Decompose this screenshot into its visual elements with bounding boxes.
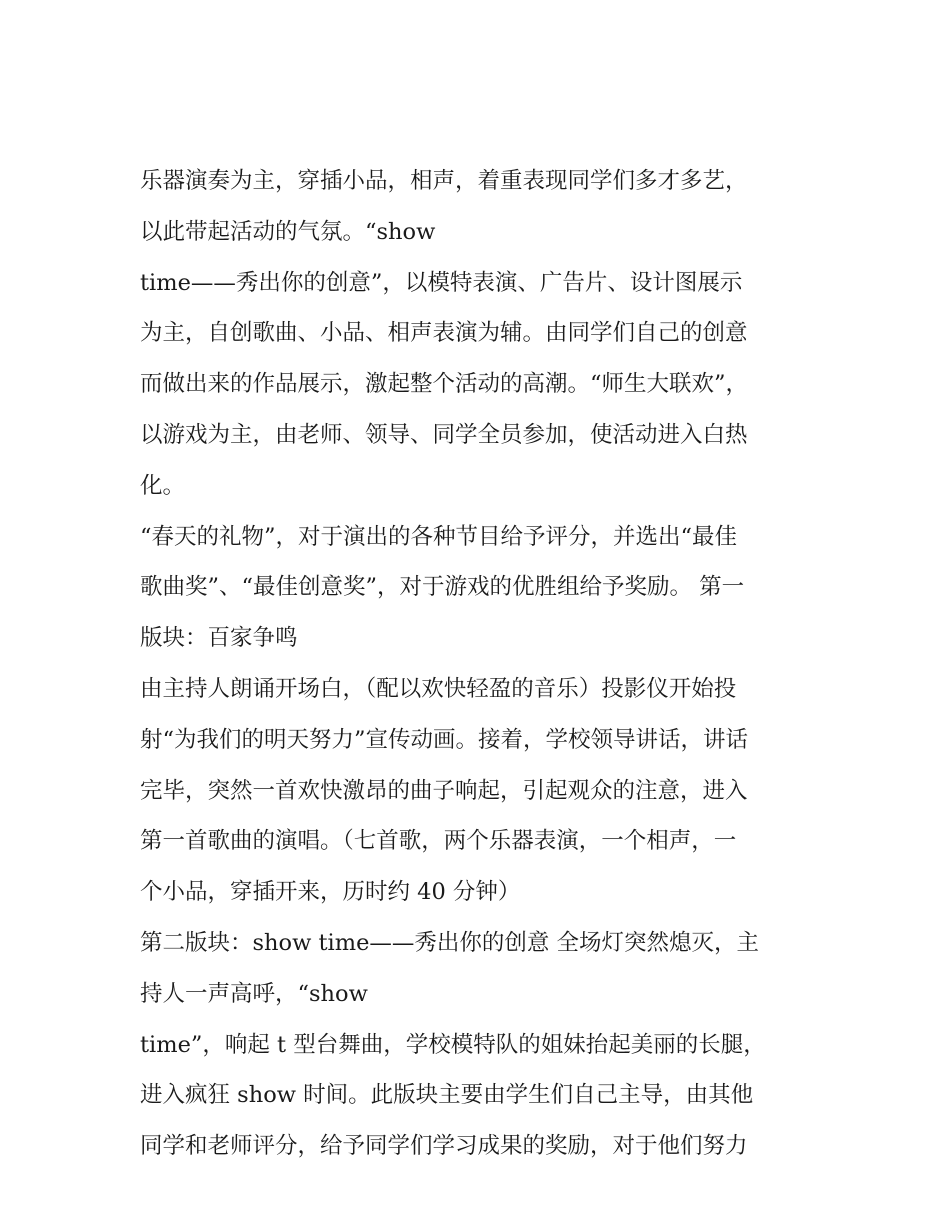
text-line: 完毕，突然一首欢快激昂的曲子响起，引起观众的注意，进入	[140, 777, 748, 804]
text-line: 由主持人朗诵开场白，（配以欢快轻盈的音乐）投影仪开始投	[140, 675, 737, 702]
text-line: 版块：百家争鸣	[140, 625, 298, 652]
text-line: 以游戏为主，由老师、领导、同学全员参加，使活动进入白热	[140, 421, 748, 448]
text-line: time”，响起 t 型台舞曲，学校模特队的姐妹抬起美丽的长腿，	[140, 1031, 766, 1058]
text-line: 射“为我们的明天努力”宣传动画。接着，学校领导讲话，讲话	[140, 726, 749, 753]
text-line: 个小品，穿插开来，历时约 40 分钟）	[140, 879, 521, 906]
text-line: 乐器演奏为主，穿插小品，相声，着重表现同学们多才多艺，	[140, 168, 748, 194]
text-line: 歌曲奖”、“最佳创意奖”，对于游戏的优胜组给予奖励。 第一	[140, 574, 745, 601]
text-line: 第二版块：show time——秀出你的创意 全场灯突然熄灭，主	[140, 929, 760, 956]
text-line: “春天的礼物”，对于演出的各种节目给予评分，并选出“最佳	[140, 523, 738, 550]
text-line: time——秀出你的创意”，以模特表演、广告片、设计图展示	[140, 269, 743, 296]
text-line: 同学和老师评分，给予同学们学习成果的奖励，对于他们努力	[140, 1133, 748, 1160]
text-line: 而做出来的作品展示，激起整个活动的高潮。“师生大联欢”，	[140, 371, 749, 398]
text-line: 为主，自创歌曲、小品、相声表演为辅。由同学们自己的创意	[140, 320, 748, 347]
text-line: 第一首歌曲的演唱。（七首歌，两个乐器表演，一个相声，一	[140, 828, 737, 855]
text-line: 进入疯狂 show 时间。此版块主要由学生们自己主导，由其他	[140, 1082, 754, 1109]
body-text	[140, 156, 820, 1172]
text-line: 化。	[140, 472, 186, 499]
text-line: 以此带起活动的气氛。“show	[140, 218, 436, 245]
text-line: 持人一声高呼，“show	[140, 980, 368, 1007]
